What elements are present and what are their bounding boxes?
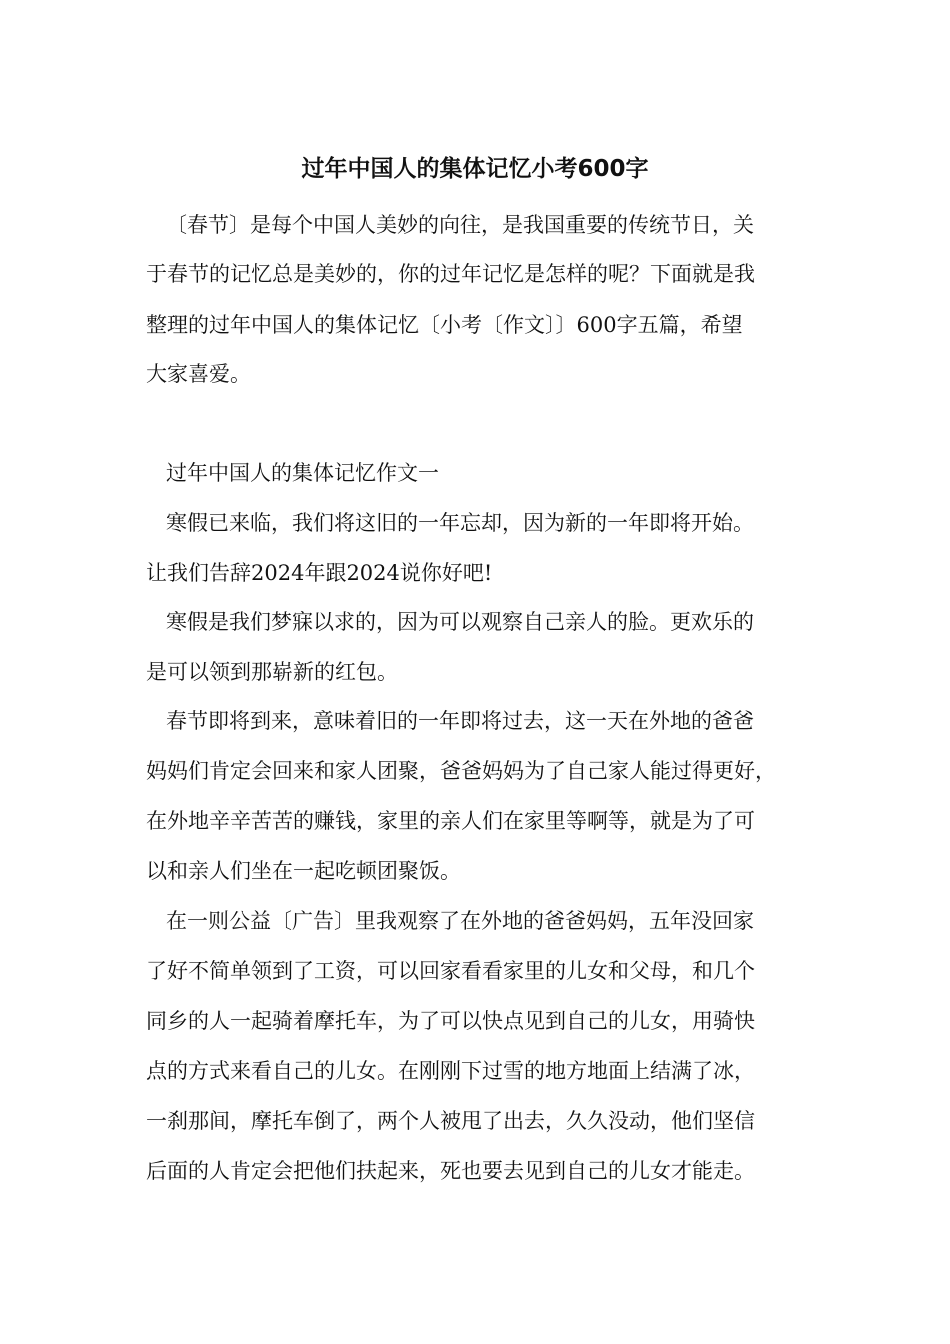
intro-line-2: 于春节的记忆总是美妙的，你的过年记忆是怎样的呢？下面就是我 [146, 262, 755, 286]
paragraph-1-line-1: 寒假已来临，我们将这旧的一年忘却，因为新的一年即将开始。 [166, 511, 754, 535]
paragraph-4-line-1: 在一则公益〔广告〕里我观察了在外地的爸爸妈妈，五年没回家 [166, 909, 754, 933]
paragraph-1-line-2: 让我们告辞2024年跟2024说你好吧! [146, 561, 493, 585]
paragraph-3-line-2: 妈妈们肯定会回来和家人团聚，爸爸妈妈为了自己家人能过得更好， [146, 759, 776, 783]
paragraph-4-line-3: 同乡的人一起骑着摩托车，为了可以快点见到自己的儿女，用骑快 [146, 1009, 755, 1033]
paragraph-3-line-1: 春节即将到来，意味着旧的一年即将过去，这一天在外地的爸爸 [166, 709, 754, 733]
paragraph-3-line-4: 以和亲人们坐在一起吃顿团聚饭。 [146, 859, 461, 883]
intro-line-3: 整理的过年中国人的集体记忆〔小考〔作文〕〕600字五篇，希望 [146, 313, 743, 337]
paragraph-3-line-3: 在外地辛辛苦苦的赚钱，家里的亲人们在家里等啊等，就是为了可 [146, 809, 755, 833]
intro-line-1: 〔春节〕是每个中国人美妙的向往，是我国重要的传统节日，关 [166, 213, 754, 237]
paragraph-2-line-1: 寒假是我们梦寐以求的，因为可以观察自己亲人的脸。更欢乐的 [166, 610, 754, 634]
paragraph-2-line-2: 是可以领到那崭新的红包。 [146, 660, 398, 684]
paragraph-4-line-4: 点的方式来看自己的儿女。在刚刚下过雪的地方地面上结满了冰， [146, 1059, 755, 1083]
intro-line-4: 大家喜爱。 [146, 362, 251, 386]
paragraph-4-line-5: 一刹那间，摩托车倒了，两个人被甩了出去，久久没动，他们坚信 [146, 1109, 755, 1133]
section-heading: 过年中国人的集体记忆作文一 [166, 461, 439, 485]
document-title: 过年中国人的集体记忆小考600字 [301, 156, 649, 182]
paragraph-4-line-6: 后面的人肯定会把他们扶起来，死也要去见到自己的儿女才能走。 [146, 1159, 755, 1183]
paragraph-4-line-2: 了好不简单领到了工资，可以回家看看家里的儿女和父母，和几个 [146, 959, 755, 983]
